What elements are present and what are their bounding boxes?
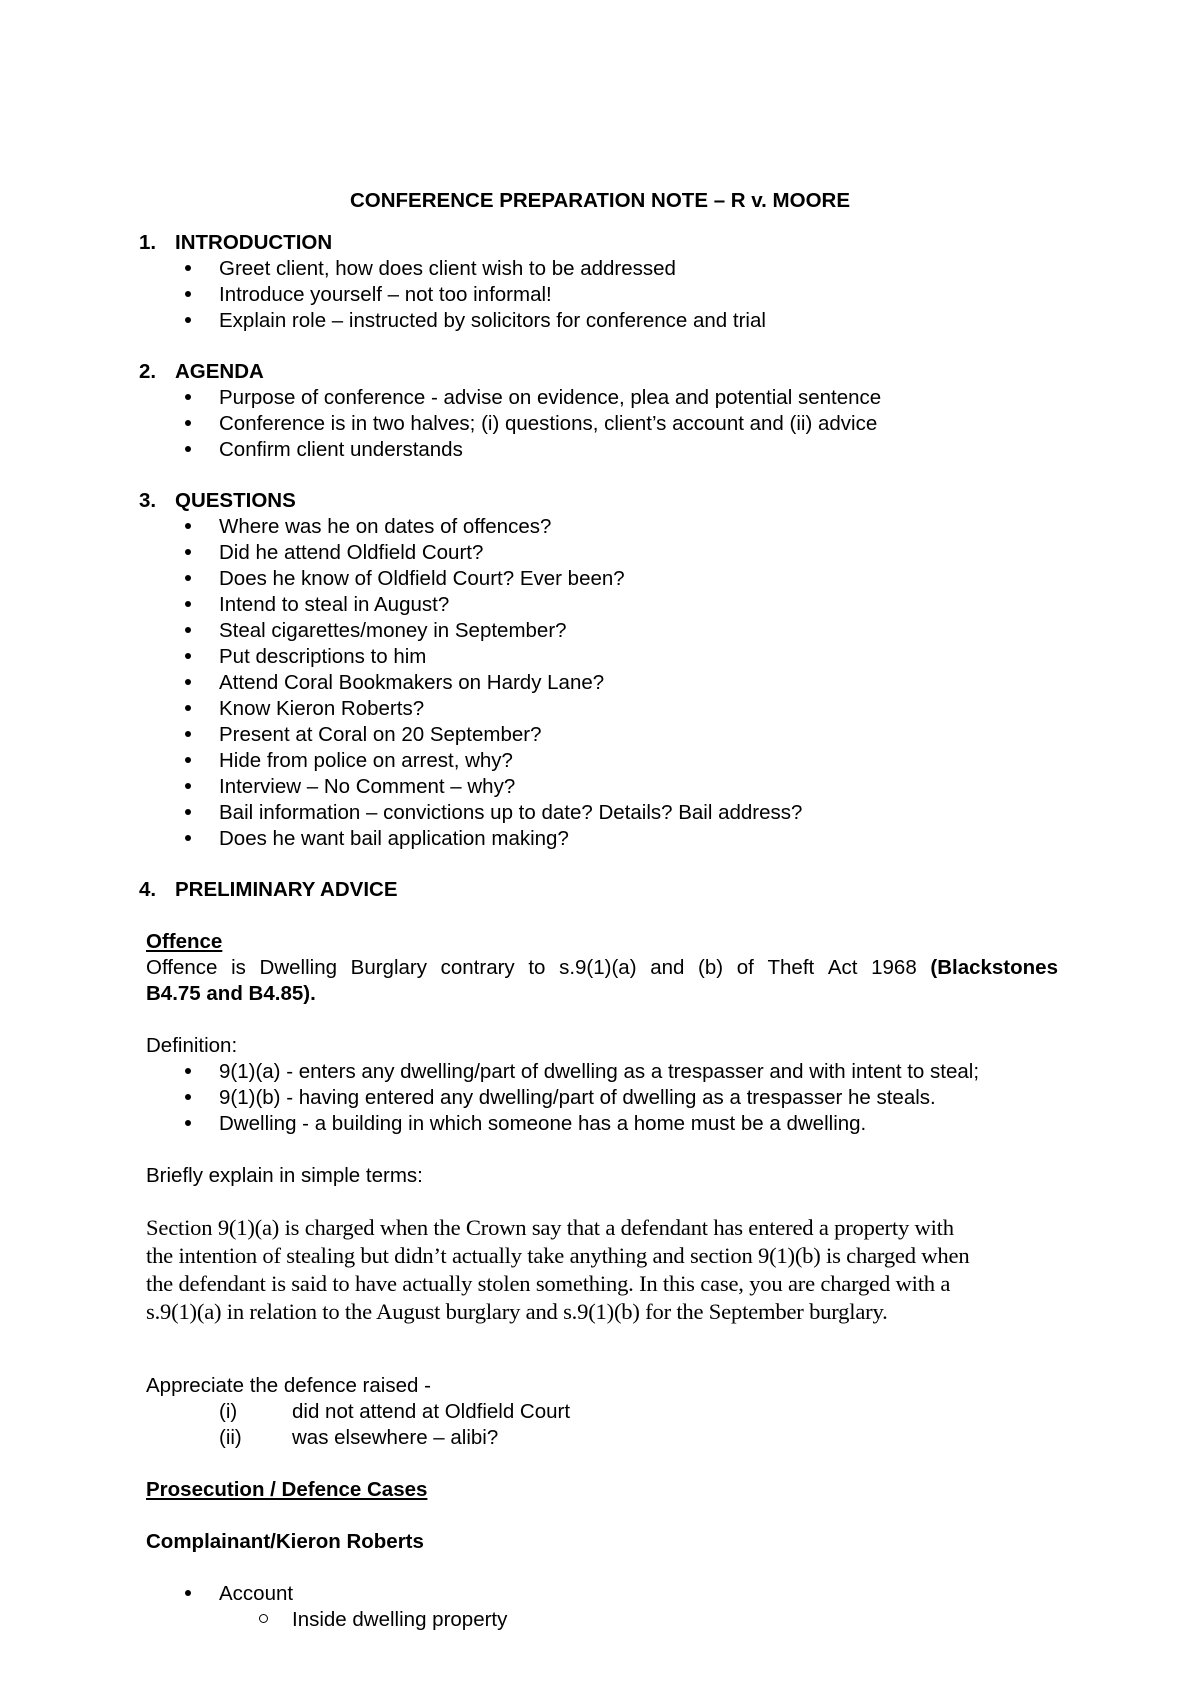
word: of xyxy=(736,956,754,979)
section-heading: PRELIMINARY ADVICE xyxy=(175,878,398,901)
bullet-icon xyxy=(185,317,191,323)
word: and xyxy=(650,956,685,979)
defence-label: Appreciate the defence raised - xyxy=(146,1374,431,1397)
bullet-icon xyxy=(185,1590,191,1596)
word: Offence xyxy=(146,956,218,979)
bullet-icon xyxy=(185,446,191,452)
word: Theft xyxy=(767,956,815,979)
section-number: 2. xyxy=(139,360,157,383)
list-item: Confirm client understands xyxy=(219,438,463,461)
bullet-icon xyxy=(185,653,191,659)
document-title: CONFERENCE PREPARATION NOTE – R v. MOORE xyxy=(349,189,851,212)
list-item: Bail information – convictions up to date? Details? Bail address? xyxy=(219,801,803,824)
definition-item: Dwelling - a building in which someone has a home must be a dwelling. xyxy=(219,1112,867,1135)
list-item: Put descriptions to him xyxy=(219,645,427,668)
bullet-icon xyxy=(185,291,191,297)
list-item: Purpose of conference - advise on evidence, plea and potential sentence xyxy=(219,386,882,409)
section-heading: AGENDA xyxy=(175,360,264,383)
cases-heading: Prosecution / Defence Cases xyxy=(146,1478,428,1501)
bullet-icon xyxy=(185,1094,191,1100)
bullet-icon xyxy=(185,523,191,529)
bullet-icon xyxy=(185,705,191,711)
definition-item: 9(1)(a) - enters any dwelling/part of dwelling as a trespasser and with intent to steal; xyxy=(219,1060,980,1083)
word: s.9(1)(a) xyxy=(559,956,637,979)
blackstones-reference: (Blackstones xyxy=(930,956,1058,979)
word: is xyxy=(231,956,246,979)
list-item: Interview – No Comment – why? xyxy=(219,775,516,798)
offence-paragraph-line-1 xyxy=(146,956,1058,980)
circle-bullet-icon xyxy=(259,1614,268,1623)
list-item: Conference is in two halves; (i) questions, client’s account and (ii) advice xyxy=(219,412,878,435)
list-item: Did he attend Oldfield Court? xyxy=(219,541,484,564)
explanation-line: Section 9(1)(a) is charged when the Crown say that a defendant has entered a property with xyxy=(146,1215,954,1240)
bullet-icon xyxy=(185,835,191,841)
definition-item: 9(1)(b) - having entered any dwelling/part of dwelling as a trespasser he steals. xyxy=(219,1086,936,1109)
bullet-icon xyxy=(185,575,191,581)
word: to xyxy=(528,956,546,979)
list-item: Know Kieron Roberts? xyxy=(219,697,425,720)
bullet-icon xyxy=(185,549,191,555)
section-number: 1. xyxy=(139,231,157,254)
explain-label: Briefly explain in simple terms: xyxy=(146,1164,423,1187)
blackstones-reference-cont: B4.75 and B4.85). xyxy=(146,982,316,1005)
section-number: 3. xyxy=(139,489,157,512)
bullet-icon xyxy=(185,809,191,815)
bullet-icon xyxy=(185,420,191,426)
explanation-line: the defendant is said to have actually stolen something. In this case, you are charged with a xyxy=(146,1271,951,1296)
bullet-icon xyxy=(185,265,191,271)
word: 1968 xyxy=(871,956,917,979)
list-item: Steal cigarettes/money in September? xyxy=(219,619,567,642)
list-item: Account xyxy=(219,1582,294,1605)
word: contrary xyxy=(440,956,515,979)
list-item: Present at Coral on 20 September? xyxy=(219,723,542,746)
list-item: Where was he on dates of offences? xyxy=(219,515,552,538)
bullet-icon xyxy=(185,731,191,737)
defence-item-text: was elsewhere – alibi? xyxy=(292,1426,499,1449)
word: (b) xyxy=(698,956,724,979)
list-item: Attend Coral Bookmakers on Hardy Lane? xyxy=(219,671,605,694)
bullet-icon xyxy=(185,679,191,685)
defence-item-number: (i) xyxy=(219,1400,238,1423)
word: Act xyxy=(827,956,858,979)
sub-list-item: Inside dwelling property xyxy=(292,1608,508,1631)
section-heading: QUESTIONS xyxy=(175,489,296,512)
list-item: Does he want bail application making? xyxy=(219,827,569,850)
list-item: Intend to steal in August? xyxy=(219,593,450,616)
bullet-icon xyxy=(185,394,191,400)
explanation-line: the intention of stealing but didn’t actually take anything and section 9(1)(b) is charged when xyxy=(146,1243,970,1268)
definition-label: Definition: xyxy=(146,1034,238,1057)
list-item: Hide from police on arrest, why? xyxy=(219,749,513,772)
word: Dwelling xyxy=(259,956,337,979)
word: Burglary xyxy=(350,956,427,979)
bullet-icon xyxy=(185,1068,191,1074)
list-item: Does he know of Oldfield Court? Ever been? xyxy=(219,567,625,590)
bullet-icon xyxy=(185,601,191,607)
defence-item-text: did not attend at Oldfield Court xyxy=(292,1400,571,1423)
bullet-icon xyxy=(185,627,191,633)
complainant-heading: Complainant/Kieron Roberts xyxy=(146,1530,424,1553)
bullet-icon xyxy=(185,1120,191,1126)
bullet-icon xyxy=(185,783,191,789)
bullet-icon xyxy=(185,757,191,763)
list-item: Introduce yourself – not too informal! xyxy=(219,283,552,306)
section-number: 4. xyxy=(139,878,157,901)
offence-heading: Offence xyxy=(146,930,223,953)
section-heading: INTRODUCTION xyxy=(175,231,333,254)
list-item: Explain role – instructed by solicitors for conference and trial xyxy=(219,309,766,332)
defence-item-number: (ii) xyxy=(219,1426,242,1449)
list-item: Greet client, how does client wish to be addressed xyxy=(219,257,676,280)
explanation-line: s.9(1)(a) in relation to the August burglary and s.9(1)(b) for the September burglary. xyxy=(146,1299,888,1324)
